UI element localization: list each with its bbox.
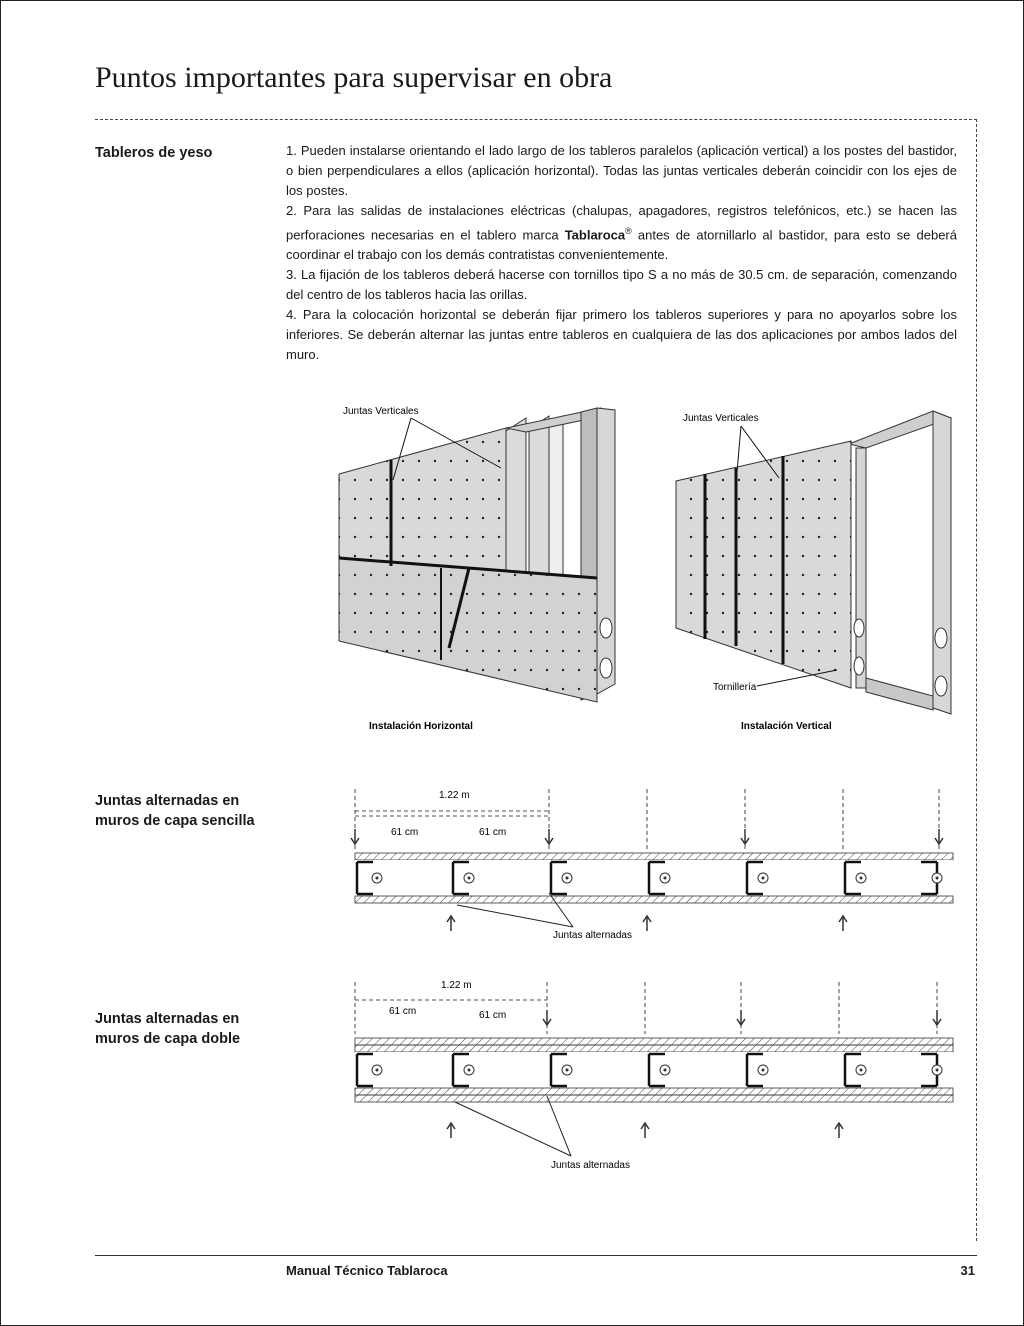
board-layer-back: [355, 1088, 953, 1095]
left-caption: Instalación Horizontal: [369, 721, 473, 732]
dim-b: 61 cm: [479, 827, 507, 838]
horizontal-installation-drawing: [339, 406, 615, 732]
sencilla-line-1: Juntas alternadas en: [95, 793, 240, 809]
callout: Juntas alternadas: [551, 1160, 630, 1171]
screws-label: Tornillería: [713, 682, 757, 693]
board-layer-front: [355, 1045, 953, 1052]
dim-a: 61 cm: [389, 1006, 417, 1017]
single-layer-diagram: [341, 781, 961, 946]
board-layer-back: [355, 896, 953, 903]
right-joint-label: Juntas Verticales: [683, 413, 759, 424]
section-label-tableros: Tableros de yeso: [95, 145, 213, 161]
page-title: Puntos importantes para supervisar en obra: [95, 61, 613, 94]
left-joint-label: Juntas Verticales: [343, 406, 419, 417]
footer-divider: [95, 1255, 977, 1256]
paragraph-1: 1. Pueden instalarse orientando el lado largo de los tableros paralelos (aplicación vertical) a los postes del bastidor, o bien perpendiculares a ellos (aplicación horizontal). Todas las juntas verticales deberán coincidir con los ejes de los postes.: [286, 143, 957, 198]
board-layer-front: [355, 853, 953, 860]
double-layer-diagram: [341, 976, 961, 1176]
doble-line-2: muros de capa doble: [95, 1031, 241, 1047]
sencilla-line-2: muros de capa sencilla: [95, 813, 255, 829]
registered-mark: ®: [625, 226, 632, 236]
vertical-installation-drawing: [676, 411, 951, 732]
section-label-sencilla: [95, 791, 255, 831]
dim-total: 1.22 m: [441, 980, 472, 991]
footer-title: Manual Técnico Tablaroca: [286, 1263, 448, 1278]
paragraph-2: [286, 201, 957, 265]
right-caption: Instalación Vertical: [741, 721, 832, 732]
callout: Juntas alternadas: [553, 930, 632, 941]
brand-name: Tablaroca: [564, 227, 626, 243]
board-layer-front: [355, 1038, 953, 1045]
doble-line-1: Juntas alternadas en: [95, 1011, 240, 1027]
paragraph-3: 3. La fijación de los tableros deberá hacerse con tornillos tipo S a no más de 30.5 cm. de separación, comenzando del centro de los tableros hacia las orillas.: [286, 267, 957, 303]
dim-b: 61 cm: [479, 1010, 507, 1021]
board-layer-back: [355, 1095, 953, 1102]
top-divider: [95, 119, 977, 120]
dim-total: 1.22 m: [439, 790, 470, 801]
dim-a: 61 cm: [391, 827, 419, 838]
p2-start: 2. Para las salidas de instalaciones eléctricas (chalupas, apagadores, registros telefónicos, etc.) se hacen las perforaciones necesarias en el tablero marca: [286, 203, 957, 243]
p2-end: antes de atornillarlo al bastidor, para esto se deberá coordinar el trabajo con los demás contratistas convenientemente.: [286, 227, 957, 263]
paragraph-4: 4. Para la colocación horizontal se deberán fijar primero los tableros superiores y para no apoyarlos sobre los inferiores. Se deberán alternar las juntas entre tableros en cualquiera de las dos aplicaciones por ambos lados del muro.: [286, 307, 957, 363]
section-label-doble: [95, 1009, 240, 1049]
tableros-text: [286, 141, 957, 365]
installation-figure: [301, 396, 981, 741]
page-number: 31: [960, 1263, 975, 1278]
